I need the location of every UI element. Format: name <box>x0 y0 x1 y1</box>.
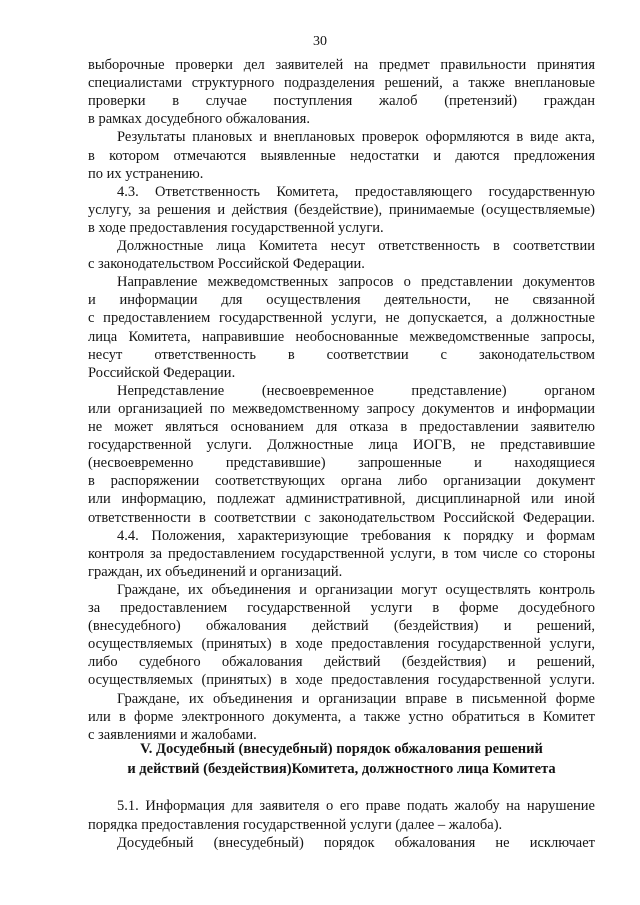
text-line: в котором отмечаются выявленные недостатки и даются предложения <box>88 148 595 164</box>
text-line: за предоставлением государственной услуги в форме досудебного <box>88 600 595 616</box>
text-line: специалистами структурного подразделения решений, а также внеплановые <box>88 75 595 91</box>
text-line: проверки в случае поступления жалоб (претензий) граждан <box>88 93 595 109</box>
text-line: Граждане, их объединения и организации могут осуществлять контроль <box>117 582 595 598</box>
text-line: выборочные проверки дел заявителей на предмет правильности принятия <box>88 57 595 73</box>
text-line: порядка предоставления государственной услуги (далее – жалоба). <box>88 817 503 833</box>
heading-line: V. Досудебный (внесудебный) порядок обжалования решений <box>140 741 543 757</box>
text-line: Досудебный (внесудебный) порядок обжалования не исключает <box>117 835 595 851</box>
text-line: 4.4. Положения, характеризующие требования к порядку и формам <box>117 528 595 544</box>
text-line: с законодательством Российской Федерации. <box>88 256 365 272</box>
text-line: граждан, их объединений и организаций. <box>88 564 343 580</box>
text-line: услугу, за решения и действия (бездействие), принимаемые (осуществляемые) <box>88 202 595 218</box>
text-line: Российской Федерации. <box>88 365 236 381</box>
text-line: Должностные лица Комитета несут ответственность в соответствии <box>117 238 595 254</box>
text-line: контроля за предоставлением государственной услуги, в том числе со стороны <box>88 546 595 562</box>
text-line: лица Комитета, направившие необоснованные межведомственные запросы, <box>88 329 595 345</box>
text-line: (внесудебного) обжалования действий (бездействия) и решений, <box>88 618 595 634</box>
text-line: государственной услуги. Должностные лица ИОГВ, не представившие <box>88 437 595 453</box>
text-line: или в форме электронного документа, а также устно обратиться в Комитет <box>88 709 595 725</box>
text-line: или информацию, подлежат административной, дисциплинарной или иной <box>88 491 595 507</box>
text-line: (несвоевременно представившие) запрошенные и находящиеся <box>88 455 595 471</box>
text-line: ответственности в соответствии с законодательством Российской Федерации. <box>88 510 595 526</box>
heading-line: и действий (бездействия)Комитета, должностного лица Комитета <box>127 761 556 777</box>
text-line: несут ответственность в соответствии с законодательством <box>88 347 595 363</box>
text-line: или организацией по межведомственному запросу документов и информации <box>88 401 595 417</box>
text-line: Граждане, их объединения и организации вправе в письменной форме <box>117 691 595 707</box>
text-line: с предоставлением государственной услуги, не допускается, а должностные <box>88 310 595 326</box>
text-line: 5.1. Информация для заявителя о его праве подать жалобу на нарушение <box>117 798 595 814</box>
page-number: 30 <box>313 34 327 49</box>
text-line: Направление межведомственных запросов о представлении документов <box>117 274 595 290</box>
text-line: Результаты плановых и внеплановых проверок оформляются в виде акта, <box>117 129 595 145</box>
text-line: и информации для осуществления деятельности, не связанной <box>88 292 595 308</box>
text-line: 4.3. Ответственность Комитета, предоставляющего государственную <box>117 184 595 200</box>
text-line: в ходе предоставления государственной услуги. <box>88 220 384 236</box>
text-line: по их устранению. <box>88 166 204 182</box>
text-line: Непредставление (несвоевременное представление) органом <box>117 383 595 399</box>
text-line: с заявлениями и жалобами. <box>88 727 257 743</box>
text-line: осуществляемых (принятых) в ходе предоставления государственной услуги, <box>88 636 595 652</box>
text-line: в распоряжении соответствующих органа либо организации документ <box>88 473 595 489</box>
text-line: осуществляемых (принятых) в ходе предоставления государственной услуги. <box>88 672 595 688</box>
text-line: либо судебного обжалования действий (бездействия) и решений, <box>88 654 595 670</box>
text-line: не может являться основанием для отказа в предоставлении заявителю <box>88 419 595 435</box>
text-line: в рамках досудебного обжалования. <box>88 111 310 127</box>
